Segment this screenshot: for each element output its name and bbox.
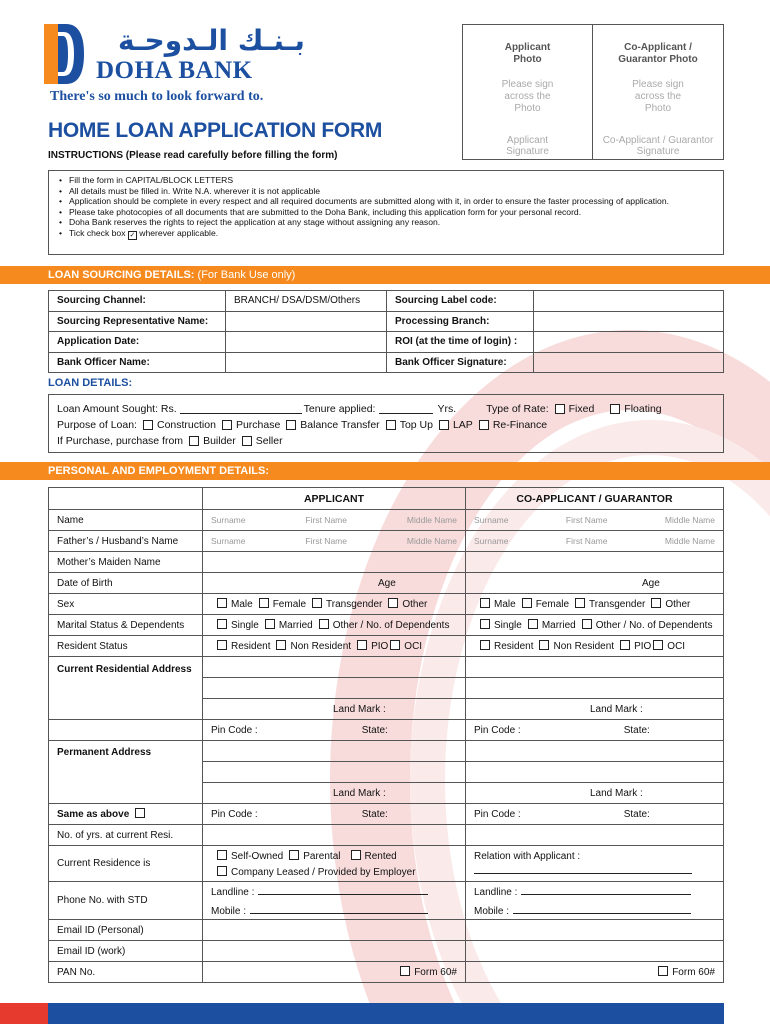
purchase-option: Builder <box>203 435 236 447</box>
form60-label: Form 60# <box>672 967 715 978</box>
option-label: Male <box>231 599 253 610</box>
check-mark-icon: ✓ <box>129 231 136 239</box>
instruction-item: • Fill the form in CAPITAL/BLOCK LETTERS <box>57 175 715 186</box>
non-resident-checkbox[interactable] <box>276 640 286 650</box>
ghost-text: Surname <box>211 536 246 546</box>
marital-label: Marital Status & Dependents <box>49 615 203 636</box>
processing-branch-label: Processing Branch: <box>387 311 534 332</box>
single-checkbox[interactable] <box>480 619 490 629</box>
ghost-text: Middle Name <box>406 536 457 546</box>
coapplicant-header: CO-APPLICANT / GUARANTOR <box>466 488 724 510</box>
father-name-label: Father’s / Husband’s Name <box>49 531 203 552</box>
coapplicant-mother-field[interactable] <box>466 552 724 573</box>
purpose-option: Re-Finance <box>492 419 548 431</box>
applicant-perm-landmark-field[interactable]: Land Mark : <box>203 783 466 804</box>
other-checkbox[interactable] <box>651 598 661 608</box>
floating-checkbox[interactable] <box>610 404 620 414</box>
photo-signature-box <box>462 24 724 160</box>
oci-checkbox[interactable] <box>653 640 663 650</box>
balance-transfer-checkbox[interactable] <box>286 420 296 430</box>
coapplicant-phone-fields <box>466 882 724 920</box>
purchase-from-label: If Purchase, purchase from <box>57 435 184 447</box>
ghost-text: Middle Name <box>406 515 457 525</box>
relation-field[interactable] <box>466 846 724 882</box>
option-label: Parental <box>303 850 341 862</box>
same-as-above-label: Same as above <box>57 809 130 820</box>
mobile-field[interactable] <box>250 904 428 914</box>
oci-checkbox[interactable] <box>390 640 400 650</box>
age-label: Age <box>642 577 660 589</box>
table-row <box>49 311 724 332</box>
option-label: Female <box>272 599 307 610</box>
pincode-label: Pin Code : <box>474 724 521 736</box>
ghost-text: First Name <box>565 515 608 525</box>
landline-field[interactable] <box>521 885 691 895</box>
purchase-option: Seller <box>255 435 283 447</box>
instruction-item: • Doha Bank reserves the rights to reject the application at any stage without assigning any reason. <box>57 217 715 228</box>
applicant-header: APPLICANT <box>203 488 466 510</box>
sourcing-channel-value[interactable]: BRANCH/ DSA/DSM/Others <box>226 291 387 312</box>
roi-field[interactable] <box>534 332 724 353</box>
table-row <box>49 804 724 825</box>
purpose-option: Balance Transfer <box>300 419 380 431</box>
instruction-text: wherever applicable. <box>139 227 219 238</box>
sourcing-channel-label: Sourcing Channel: <box>49 291 226 312</box>
applicant-photo-label: Applicant Photo <box>504 42 551 65</box>
instructions-box <box>48 170 724 255</box>
applicant-yrs-field[interactable] <box>203 825 466 846</box>
form-title: HOME LOAN APPLICATION FORM <box>48 119 383 142</box>
bank-officer-signature-field[interactable] <box>534 352 724 373</box>
age-label: Age <box>378 577 396 589</box>
female-checkbox[interactable] <box>259 598 269 608</box>
applicant-pincode-field[interactable] <box>203 720 466 741</box>
yrs-label: Yrs. <box>437 403 457 415</box>
non-resident-checkbox[interactable] <box>539 640 549 650</box>
roi-label: ROI (at the time of login) : <box>387 332 534 353</box>
married-checkbox[interactable] <box>528 619 538 629</box>
table-row <box>49 920 724 941</box>
option-label: Self-Owned <box>231 850 284 862</box>
applicant-father-field[interactable] <box>203 531 466 552</box>
ghost-text: Surname <box>474 515 509 525</box>
parental-checkbox[interactable] <box>289 850 299 860</box>
construction-checkbox[interactable] <box>143 420 153 430</box>
same-as-above-checkbox[interactable] <box>135 808 145 818</box>
option-label: Non Resident <box>290 641 352 652</box>
section-subtitle: (For Bank Use only) <box>197 269 296 281</box>
application-date-field[interactable] <box>226 332 387 353</box>
coapplicant-father-field[interactable] <box>466 531 724 552</box>
option-label: Female <box>535 599 570 610</box>
table-row <box>49 846 724 882</box>
sign-hint: Please sign across the Photo <box>632 79 684 114</box>
coapplicant-dob-field[interactable] <box>466 573 724 594</box>
coapplicant-name-field[interactable] <box>466 510 724 531</box>
landline-label: Landline : <box>211 886 255 898</box>
section-title: LOAN SOURCING DETAILS: <box>48 269 195 281</box>
table-row <box>49 741 724 762</box>
option-label: Single <box>494 620 522 631</box>
resident-checkbox[interactable] <box>480 640 490 650</box>
instructions-title: INSTRUCTIONS (Please read carefully before filling the form) <box>48 150 338 161</box>
personal-details-table <box>48 487 724 983</box>
tenure-field[interactable] <box>379 404 433 414</box>
other-checkbox[interactable] <box>388 598 398 608</box>
table-row <box>49 488 724 510</box>
option-label: Single <box>231 620 259 631</box>
other-dependents-checkbox[interactable] <box>582 619 592 629</box>
instruction-item: • Application should be complete in every respect and all required documents are submitted along with it, in order to ensure the faster processing of application. <box>57 196 715 207</box>
option-label: PIO <box>634 641 652 652</box>
pio-checkbox[interactable] <box>620 640 630 650</box>
applicant-sex-options <box>203 594 466 615</box>
applicant-pan-field[interactable] <box>203 962 466 983</box>
fixed-label: Fixed <box>568 403 595 415</box>
section-title: PERSONAL AND EMPLOYMENT DETAILS: <box>48 465 270 477</box>
purpose-option: Purchase <box>235 419 281 431</box>
applicant-dob-field[interactable] <box>203 573 466 594</box>
applicant-photo-area[interactable] <box>463 25 593 159</box>
application-date-label: Application Date: <box>49 332 226 353</box>
table-row <box>49 657 724 678</box>
ghost-text: Middle Name <box>664 515 715 525</box>
email-personal-label: Email ID (Personal) <box>49 920 203 941</box>
applicant-perm-address-line[interactable] <box>203 762 466 783</box>
bank-officer-name-label: Bank Officer Name: <box>49 352 226 373</box>
tenure-label: Tenure applied: <box>303 403 376 415</box>
single-checkbox[interactable] <box>217 619 227 629</box>
current-residence-label: Current Residence is <box>49 846 203 882</box>
coapplicant-email-work-field[interactable] <box>466 941 724 962</box>
mother-name-label: Mother’s Maiden Name <box>49 552 203 573</box>
applicant-email-personal-field[interactable] <box>203 920 466 941</box>
applicant-landmark-field[interactable]: Land Mark : <box>203 699 466 720</box>
table-row <box>49 531 724 552</box>
sourcing-table <box>48 290 724 373</box>
coapplicant-address-line[interactable] <box>466 678 724 699</box>
coapplicant-perm-landmark-field[interactable]: Land Mark : <box>466 783 724 804</box>
applicant-mother-field[interactable] <box>203 552 466 573</box>
same-as-above-cell <box>49 804 203 825</box>
state-label: State: <box>361 808 388 820</box>
ghost-text: Surname <box>474 536 509 546</box>
option-label: Married <box>278 620 313 631</box>
instruction-text: Tick check box <box>69 227 126 238</box>
bank-officer-name-field[interactable] <box>226 352 387 373</box>
resident-checkbox[interactable] <box>217 640 227 650</box>
mobile-label: Mobile : <box>474 905 510 917</box>
floating-label: Floating <box>624 403 662 415</box>
coapplicant-perm-address-line[interactable] <box>466 741 724 762</box>
table-row <box>49 552 724 573</box>
applicant-marital-options <box>203 615 466 636</box>
lap-checkbox[interactable] <box>439 420 449 430</box>
coapplicant-sex-options <box>466 594 724 615</box>
tagline: There's so much to look forward to. <box>50 89 264 104</box>
permanent-address-label: Permanent Address <box>49 741 203 804</box>
refinance-checkbox[interactable] <box>479 420 489 430</box>
coapplicant-address-line[interactable] <box>466 657 724 678</box>
table-row <box>49 941 724 962</box>
coapplicant-signature-label: Co-Applicant / Guarantor Signature <box>602 135 714 157</box>
sourcing-label-code-field[interactable] <box>534 291 724 312</box>
pio-checkbox[interactable] <box>357 640 367 650</box>
option-label: Transgender <box>326 599 383 610</box>
landline-field[interactable] <box>258 885 428 895</box>
option-label: Company Leased / Provided by Employer <box>231 866 416 878</box>
seller-checkbox[interactable] <box>242 436 252 446</box>
instruction-item: • All details must be filled in. Write N.A. wherever it is not applicable <box>57 186 715 197</box>
transgender-checkbox[interactable] <box>575 598 585 608</box>
pincode-label: Pin Code : <box>211 724 258 736</box>
coapplicant-perm-address-line[interactable] <box>466 762 724 783</box>
applicant-name-field[interactable] <box>203 510 466 531</box>
purpose-label: Purpose of Loan: <box>57 419 137 431</box>
option-label: Non Resident <box>553 641 615 652</box>
loan-details-box <box>48 394 724 453</box>
processing-branch-field[interactable] <box>534 311 724 332</box>
yrs-residence-label: No. of yrs. at current Resi. <box>49 825 203 846</box>
loan-amount-field[interactable] <box>180 404 302 414</box>
option-label: Transgender <box>589 599 646 610</box>
table-row <box>49 825 724 846</box>
table-row <box>49 332 724 353</box>
option-label: OCI <box>404 641 423 652</box>
option-label: OCI <box>667 641 686 652</box>
doha-bank-logo-icon <box>44 24 84 84</box>
footer-accent-bar <box>0 1003 48 1024</box>
loan-sourcing-band <box>0 266 770 284</box>
sourcing-rep-field[interactable] <box>226 311 387 332</box>
coapplicant-pan-field[interactable] <box>466 962 724 983</box>
male-checkbox[interactable] <box>217 598 227 608</box>
company-leased-checkbox[interactable] <box>217 866 227 876</box>
applicant-email-work-field[interactable] <box>203 941 466 962</box>
coapplicant-resident-options <box>466 636 724 657</box>
landline-label: Landline : <box>474 886 518 898</box>
sourcing-rep-label: Sourcing Representative Name: <box>49 311 226 332</box>
applicant-address-line[interactable] <box>203 678 466 699</box>
fixed-checkbox[interactable] <box>555 404 565 414</box>
option-label: PIO <box>371 641 389 652</box>
applicant-residence-options <box>203 846 466 882</box>
resident-status-label: Resident Status <box>49 636 203 657</box>
table-row <box>49 615 724 636</box>
self-owned-checkbox[interactable] <box>217 850 227 860</box>
phone-label: Phone No. with STD <box>49 882 203 920</box>
top-up-checkbox[interactable] <box>386 420 396 430</box>
sex-label: Sex <box>49 594 203 615</box>
male-checkbox[interactable] <box>480 598 490 608</box>
state-label: State: <box>361 724 388 736</box>
table-row <box>49 291 724 312</box>
coapplicant-pincode-field[interactable] <box>466 720 724 741</box>
ghost-text: Middle Name <box>664 536 715 546</box>
ghost-text: First Name <box>305 536 347 546</box>
option-label: Married <box>541 620 576 631</box>
coapplicant-email-personal-field[interactable] <box>466 920 724 941</box>
current-address-label: Current Residential Address <box>49 657 203 720</box>
sourcing-label-code-label: Sourcing Label code: <box>387 291 534 312</box>
pincode-label: Pin Code : <box>474 808 521 820</box>
option-label: Other <box>402 599 428 610</box>
rented-checkbox[interactable] <box>351 850 361 860</box>
bank-officer-signature-label: Bank Officer Signature: <box>387 352 534 373</box>
name-label: Name <box>49 510 203 531</box>
relation-line <box>474 864 692 874</box>
table-row <box>49 594 724 615</box>
option-label: Rented <box>364 850 397 862</box>
applicant-address-line[interactable] <box>203 657 466 678</box>
option-label: Male <box>494 599 516 610</box>
purpose-option: Top Up <box>399 419 433 431</box>
applicant-perm-address-line[interactable] <box>203 741 466 762</box>
coapplicant-photo-label: Co-Applicant / Guarantor Photo <box>618 42 698 65</box>
instruction-item: • Please take photocopies of all documents that are submitted to the Doha Bank, including this application form for your personal record. <box>57 207 715 218</box>
rate-type-label: Type of Rate: <box>486 403 549 415</box>
loan-details-title: LOAN DETAILS: <box>48 377 133 389</box>
form60-checkbox[interactable] <box>400 966 410 976</box>
table-row <box>49 720 724 741</box>
applicant-signature-label: Applicant Signature <box>506 135 549 157</box>
email-work-label: Email ID (work) <box>49 941 203 962</box>
married-checkbox[interactable] <box>265 619 275 629</box>
form60-label: Form 60# <box>414 967 457 978</box>
option-label: Resident <box>231 641 271 652</box>
coapplicant-marital-options <box>466 615 724 636</box>
purchase-checkbox[interactable] <box>222 420 232 430</box>
option-label: Other <box>665 599 691 610</box>
female-checkbox[interactable] <box>522 598 532 608</box>
pincode-label: Pin Code : <box>211 808 258 820</box>
instruction-item <box>57 228 715 240</box>
ghost-text: First Name <box>565 536 608 546</box>
table-row <box>49 636 724 657</box>
loan-amount-label: Loan Amount Sought: Rs. <box>57 403 177 415</box>
state-label: State: <box>623 808 650 820</box>
option-label: Other / No. of Dependents <box>595 620 713 631</box>
state-label: State: <box>623 724 650 736</box>
table-row <box>49 573 724 594</box>
option-label: Resident <box>494 641 534 652</box>
purpose-option: Construction <box>156 419 216 431</box>
footer-bar <box>48 1003 724 1024</box>
coapplicant-yrs-field[interactable] <box>466 825 724 846</box>
coapplicant-landmark-field[interactable]: Land Mark : <box>466 699 724 720</box>
table-row <box>49 352 724 373</box>
relation-label: Relation with Applicant : <box>474 850 581 862</box>
builder-checkbox[interactable] <box>189 436 199 446</box>
applicant-perm-pincode-field[interactable] <box>203 804 466 825</box>
table-row <box>49 962 724 983</box>
coapplicant-photo-area[interactable] <box>593 25 723 159</box>
ghost-text: First Name <box>305 515 347 525</box>
bank-name-arabic: بـنـك الـدوحـة <box>118 24 305 57</box>
purpose-option: LAP <box>452 419 473 431</box>
ghost-text: Surname <box>211 515 246 525</box>
form60-checkbox[interactable] <box>658 966 668 976</box>
pan-label: PAN No. <box>49 962 203 983</box>
bank-name: DOHA BANK <box>96 57 253 84</box>
other-dependents-checkbox[interactable] <box>319 619 329 629</box>
transgender-checkbox[interactable] <box>312 598 322 608</box>
mobile-field[interactable] <box>513 904 691 914</box>
dob-label: Date of Birth <box>49 573 203 594</box>
mobile-label: Mobile : <box>211 905 247 917</box>
sign-hint: Please sign across the Photo <box>501 79 554 114</box>
applicant-phone-fields <box>203 882 466 920</box>
personal-details-band <box>0 462 770 480</box>
applicant-resident-options <box>203 636 466 657</box>
coapplicant-perm-pincode-field[interactable] <box>466 804 724 825</box>
table-row <box>49 510 724 531</box>
option-label: Other / No. of Dependents <box>332 620 450 631</box>
table-row <box>49 882 724 920</box>
